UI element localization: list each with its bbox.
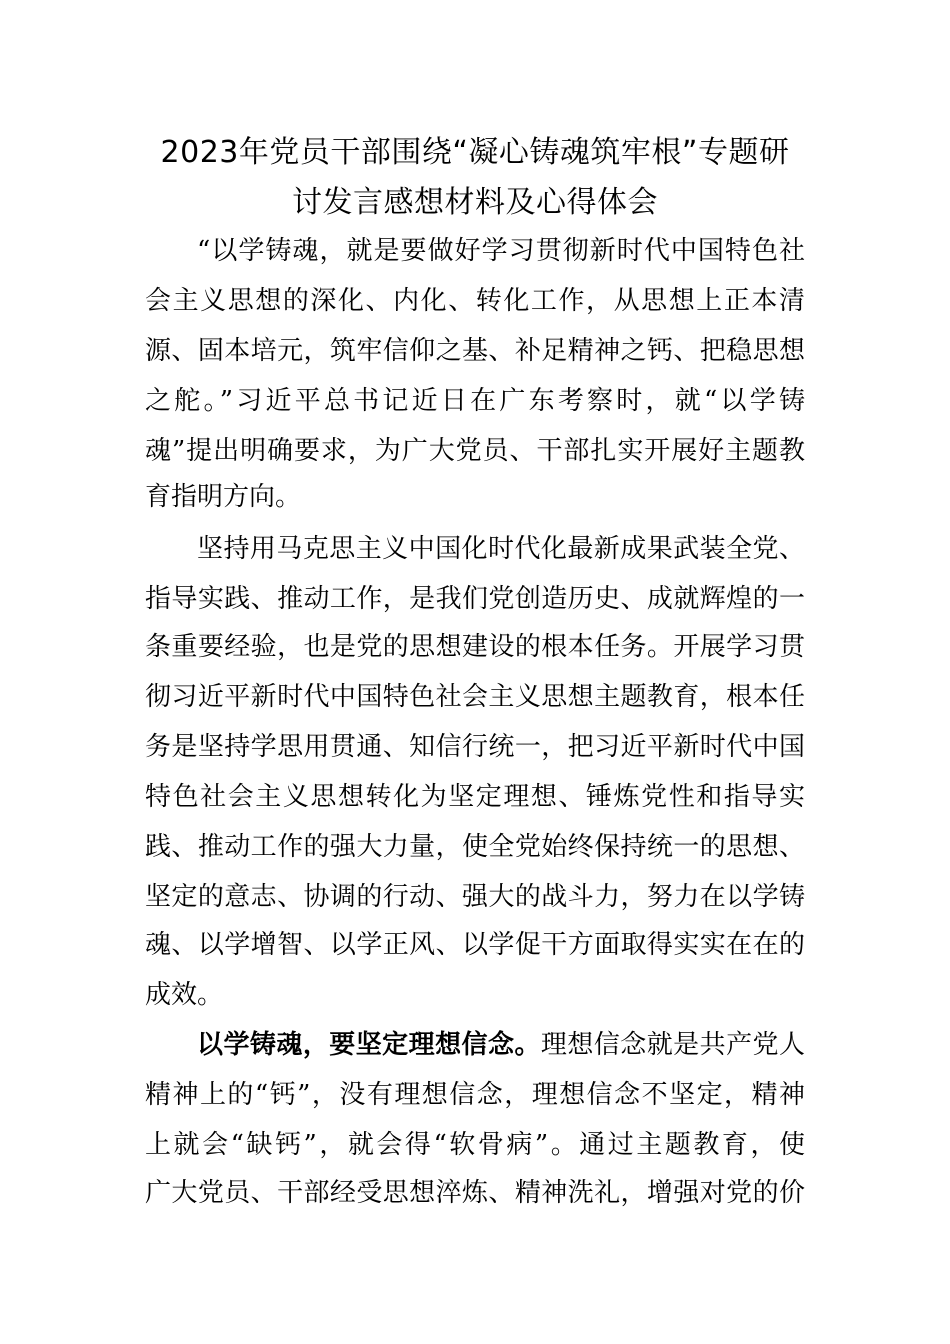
paragraph-2-line: 践、推动工作的强大力量，使全党始终保持统一的思想、 bbox=[145, 832, 805, 862]
paragraph-2-line: 彻习近平新时代中国特色社会主义思想主题教育，根本任 bbox=[145, 682, 805, 712]
paragraph-1-line: 魂”提出明确要求，为广大党员、干部扎实开展好主题教 bbox=[145, 436, 805, 466]
paragraph-3-line: 上就会“缺钙”，就会得“软骨病”。通过主题教育，使 bbox=[145, 1130, 805, 1160]
paragraph-3-lead-rest: 理想信念就是共产党人 bbox=[540, 1030, 805, 1060]
document-title-line-2: 讨发言感想材料及心得体会 bbox=[292, 185, 658, 220]
paragraph-3-lead-line bbox=[197, 1020, 805, 1070]
paragraph-1-line: 会主义思想的深化、内化、转化工作，从思想上正本清 bbox=[145, 286, 805, 316]
paragraph-2-line: 坚持用马克思主义中国化时代化最新成果武装全党、 bbox=[197, 534, 805, 564]
paragraph-2-line: 务是坚持学思用贯通、知信行统一，把习近平新时代中国 bbox=[145, 732, 805, 762]
document-title-line-1: 2023年党员干部围绕“凝心铸魂筑牢根”专题研 bbox=[160, 135, 790, 170]
paragraph-1-line: 之舵。”习近平总书记近日在广东考察时，就“以学铸 bbox=[145, 386, 805, 416]
paragraph-2-line: 条重要经验，也是党的思想建设的根本任务。开展学习贯 bbox=[145, 632, 805, 662]
paragraph-2-line: 魂、以学增智、以学正风、以学促干方面取得实实在在的 bbox=[145, 930, 805, 960]
paragraph-2-line: 成效。 bbox=[145, 980, 224, 1010]
paragraph-3-line: 精神上的“钙”，没有理想信念，理想信念不坚定，精神 bbox=[145, 1080, 805, 1110]
paragraph-2-line: 特色社会主义思想转化为坚定理想、锤炼党性和指导实 bbox=[145, 782, 805, 812]
paragraph-1-line: 源、固本培元，筑牢信仰之基、补足精神之钙、把稳思想 bbox=[145, 336, 805, 366]
paragraph-1-line: 育指明方向。 bbox=[145, 482, 302, 512]
paragraph-3-line: 广大党员、干部经受思想淬炼、精神洗礼，增强对党的价 bbox=[145, 1178, 805, 1208]
paragraph-1-line: “以学铸魂，就是要做好学习贯彻新时代中国特色社 bbox=[197, 236, 805, 266]
paragraph-2-line: 指导实践、推动工作，是我们党创造历史、成就辉煌的一 bbox=[145, 584, 805, 614]
paragraph-2-line: 坚定的意志、协调的行动、强大的战斗力，努力在以学铸 bbox=[145, 882, 805, 912]
paragraph-3-bold-lead: 以学铸魂，要坚定理想信念。 bbox=[197, 1030, 541, 1060]
